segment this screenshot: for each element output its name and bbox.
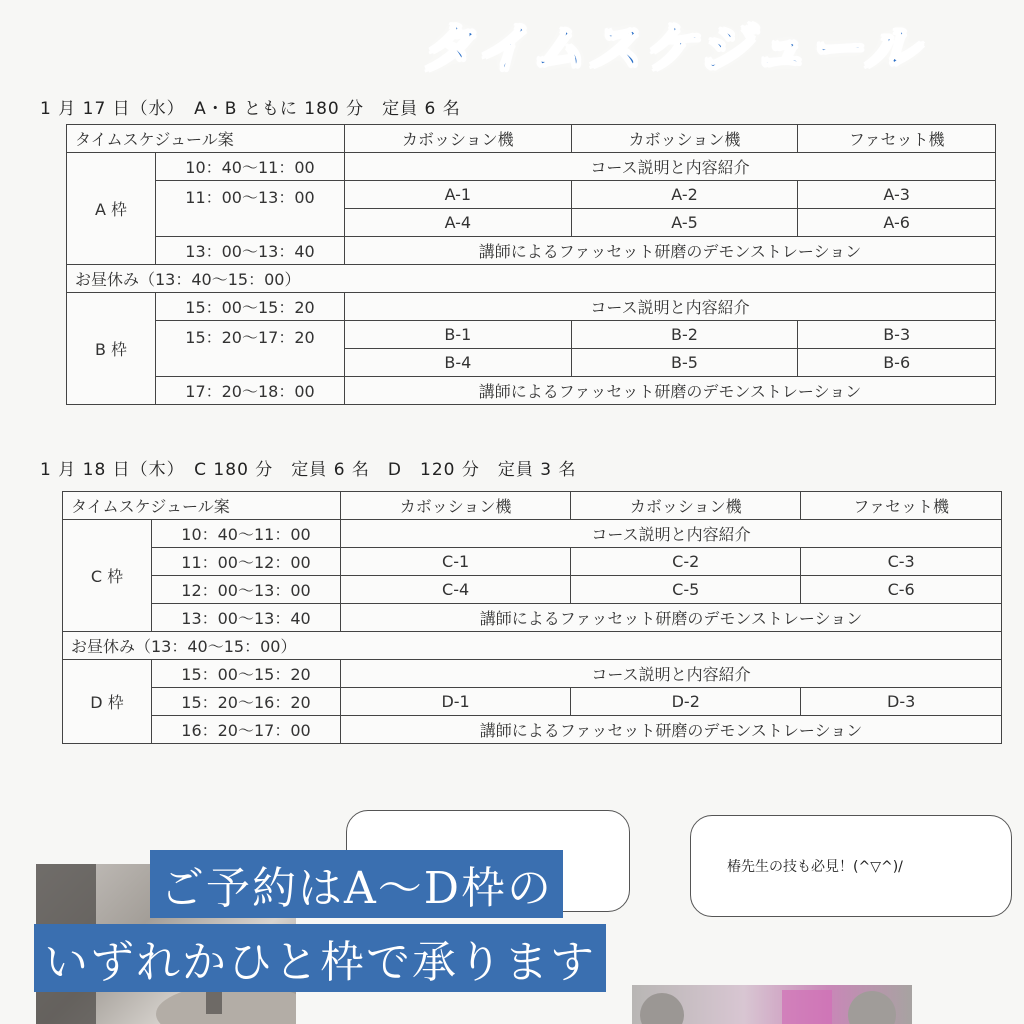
table-row — [63, 716, 1002, 744]
slot-cell: B-5 — [571, 349, 798, 377]
table-row — [63, 576, 1002, 604]
time-cell: 12：00〜13：00 — [152, 576, 341, 604]
table-row — [67, 377, 996, 405]
caption-line-2: いずれかひと枠で承ります — [34, 924, 606, 992]
slot-cell: A-4 — [345, 209, 572, 237]
slot-cell: D-2 — [571, 688, 801, 716]
time-cell: 13：00〜13：40 — [152, 604, 341, 632]
time-cell: 15：20〜16：20 — [152, 688, 341, 716]
slot-cell: C-5 — [571, 576, 801, 604]
time-cell: 17：20〜18：00 — [156, 377, 345, 405]
header-facet: ファセット機 — [801, 492, 1002, 520]
time-cell: 10：40〜11：00 — [152, 520, 341, 548]
time-cell: 11：00〜12：00 — [152, 548, 341, 576]
header-cabochon-1: カボッション機 — [341, 492, 571, 520]
caption-line-1: ご予約はA〜D枠の — [150, 850, 563, 918]
slot-cell: B-6 — [798, 349, 996, 377]
header-cabochon-2: カボッション機 — [571, 492, 801, 520]
photo-right — [632, 985, 912, 1024]
slot-cell: C-6 — [801, 576, 1002, 604]
slot-cell: B-3 — [798, 321, 996, 349]
table-header-row — [63, 492, 1002, 520]
frame-label-d: D 枠 — [63, 660, 152, 744]
slot-cell: A-5 — [571, 209, 798, 237]
demo-cell: 講師によるファッセット研磨のデモンストレーション — [341, 604, 1002, 632]
frame-label-c: C 枠 — [63, 520, 152, 632]
bubble-text: 椿先生の技も必見！(^▽^)/ — [727, 859, 903, 875]
demo-cell: 講師によるファッセット研磨のデモンストレーション — [345, 237, 996, 265]
lunch-break-row: お昼休み（13：40〜15：00） — [63, 632, 1002, 660]
table-row — [63, 520, 1002, 548]
intro-cell: コース説明と内容紹介 — [341, 520, 1002, 548]
header-cabochon-2: カボッション機 — [571, 125, 798, 153]
header-cabochon-1: カボッション機 — [345, 125, 572, 153]
speech-bubble-right — [690, 815, 1012, 917]
intro-cell: コース説明と内容紹介 — [345, 293, 996, 321]
table-header-row — [67, 125, 996, 153]
slot-cell: A-3 — [798, 181, 996, 209]
table-row — [63, 632, 1002, 660]
day2-heading: 1 月 18 日（木） C 180 分 定員 6 名 D 120 分 定員 3 名 — [40, 460, 577, 480]
demo-cell: 講師によるファッセット研磨のデモンストレーション — [341, 716, 1002, 744]
slot-cell: C-1 — [341, 548, 571, 576]
slot-cell: A-2 — [571, 181, 798, 209]
time-cell: 15：00〜15：20 — [156, 293, 345, 321]
time-cell: 13：00〜13：40 — [156, 237, 345, 265]
table-row — [67, 181, 996, 209]
time-cell: 15：00〜15：20 — [152, 660, 341, 688]
time-cell: 16：20〜17：00 — [152, 716, 341, 744]
header-schedule: タイムスケジュール案 — [63, 492, 341, 520]
table-row — [67, 293, 996, 321]
table-row — [67, 237, 996, 265]
slot-cell: B-4 — [345, 349, 572, 377]
gemstone-tools-image — [632, 985, 912, 1024]
slot-cell: B-2 — [571, 321, 798, 349]
table-row — [63, 688, 1002, 716]
slot-cell: D-1 — [341, 688, 571, 716]
intro-cell: コース説明と内容紹介 — [341, 660, 1002, 688]
slot-cell: D-3 — [801, 688, 1002, 716]
time-cell: 15：20〜17：20 — [156, 321, 345, 377]
page-title: タイムスケジュール — [420, 17, 920, 80]
day2-schedule-table — [62, 491, 1002, 744]
time-cell: 11：00〜13：00 — [156, 181, 345, 237]
table-row — [67, 265, 996, 293]
frame-label-a: A 枠 — [67, 153, 156, 265]
day1-schedule-table — [66, 124, 996, 405]
header-facet: ファセット機 — [798, 125, 996, 153]
day1-heading: 1 月 17 日（水） A・B ともに 180 分 定員 6 名 — [40, 99, 461, 119]
slot-cell: C-2 — [571, 548, 801, 576]
table-row — [67, 321, 996, 349]
slot-cell: A-6 — [798, 209, 996, 237]
intro-cell: コース説明と内容紹介 — [345, 153, 996, 181]
table-row — [63, 604, 1002, 632]
slot-cell: C-4 — [341, 576, 571, 604]
frame-label-b: B 枠 — [67, 293, 156, 405]
slot-cell: C-3 — [801, 548, 1002, 576]
table-row — [67, 153, 996, 181]
lunch-break-row: お昼休み（13：40〜15：00） — [67, 265, 996, 293]
table-row — [63, 548, 1002, 576]
table-row — [63, 660, 1002, 688]
header-schedule: タイムスケジュール案 — [67, 125, 345, 153]
slot-cell: B-1 — [345, 321, 572, 349]
time-cell: 10：40〜11：00 — [156, 153, 345, 181]
demo-cell: 講師によるファッセット研磨のデモンストレーション — [345, 377, 996, 405]
slot-cell: A-1 — [345, 181, 572, 209]
